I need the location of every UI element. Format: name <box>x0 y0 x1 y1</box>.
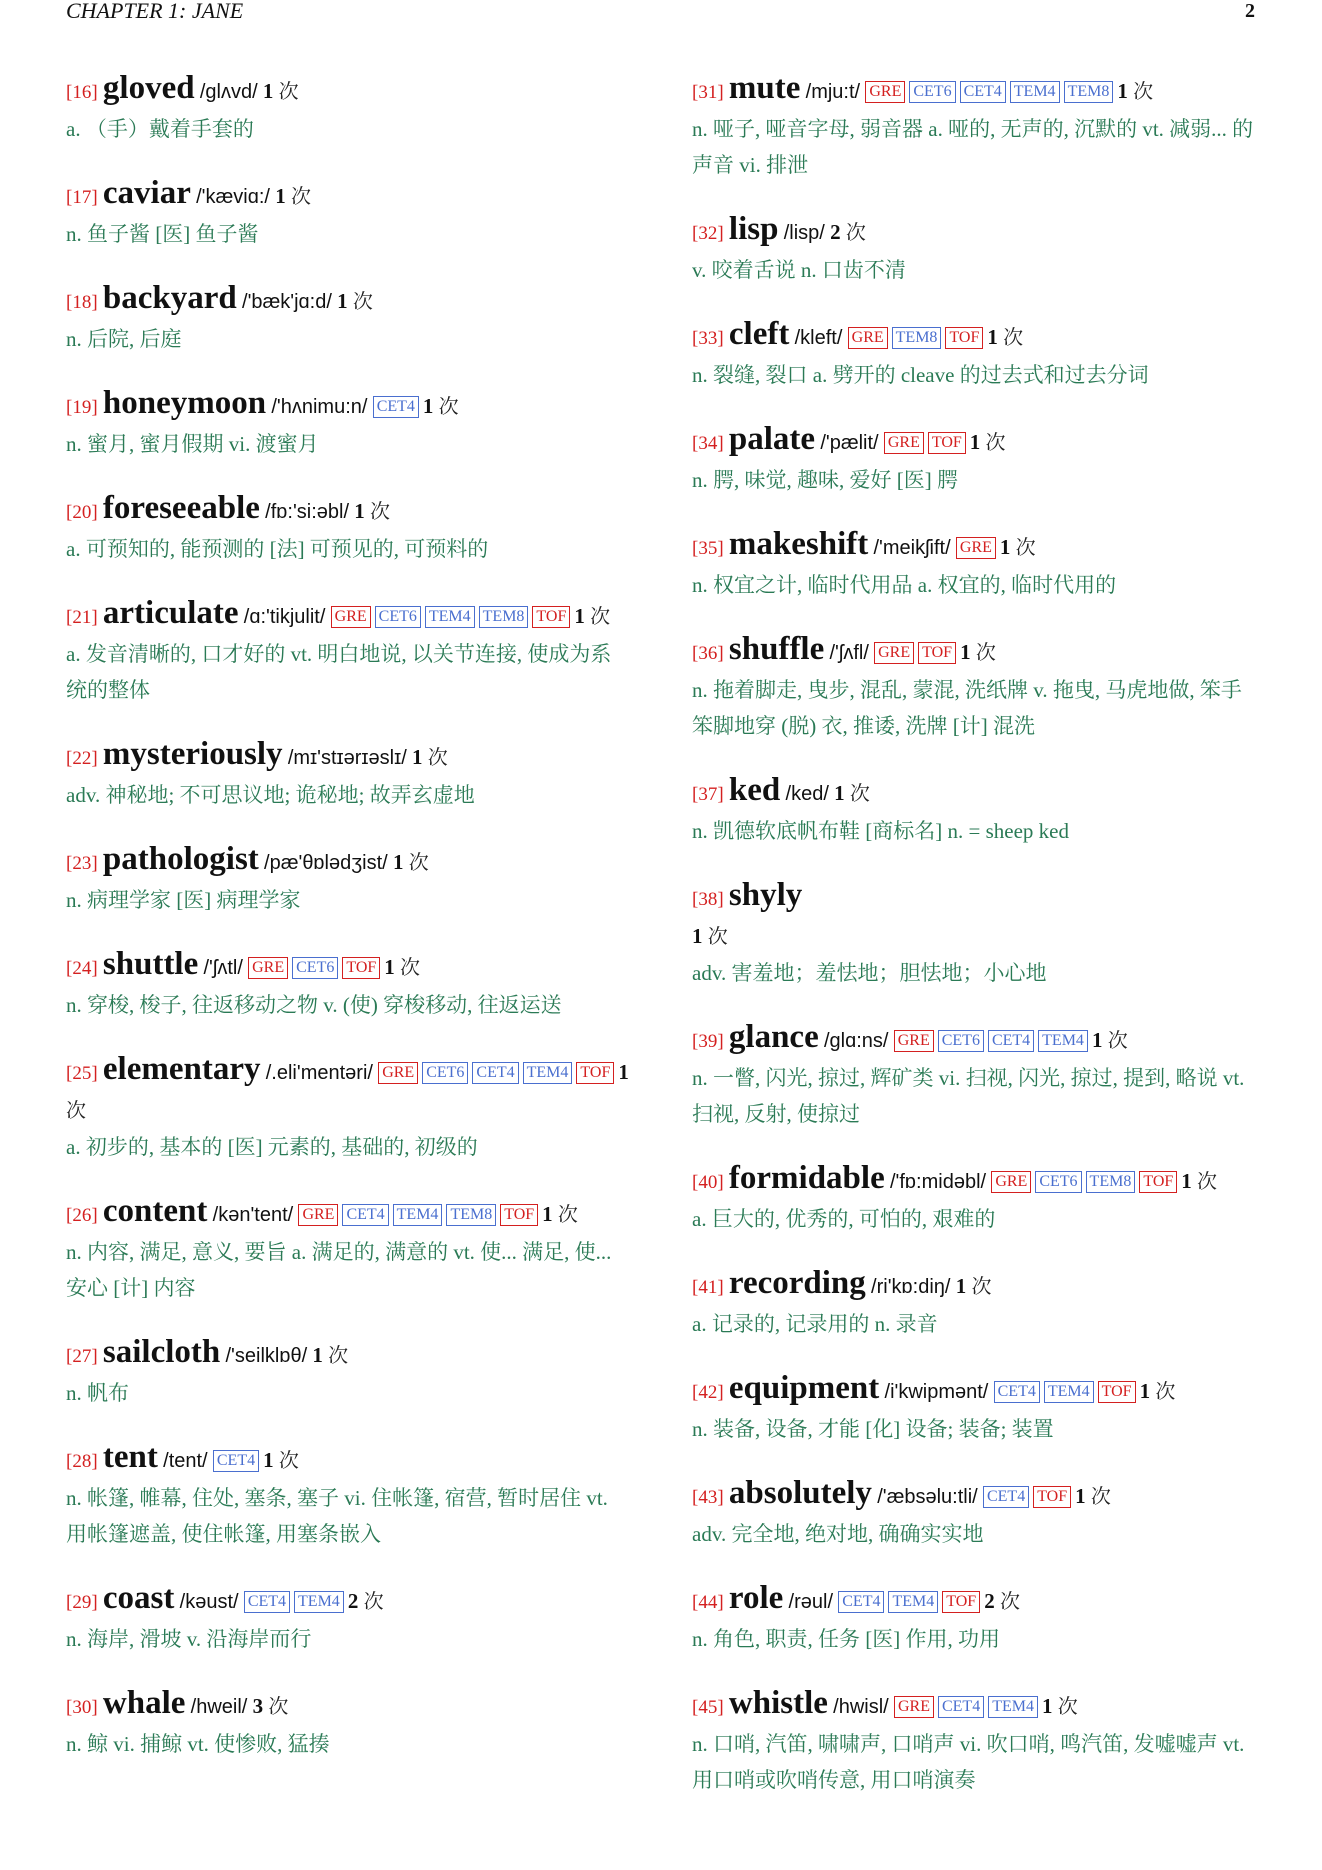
headword: makeshift <box>728 526 869 562</box>
occurrence-count: 1 <box>999 535 1011 559</box>
phonetic: /mju:t/ <box>805 81 861 103</box>
headword: pathologist <box>102 841 259 877</box>
phonetic: /hweil/ <box>190 1696 248 1718</box>
count-unit: 次 <box>278 1450 299 1472</box>
entry-number: [16] <box>66 82 98 103</box>
exam-tag-cet4: CET4 <box>988 1030 1034 1052</box>
definition: a. 可预知的, 能预测的 [法] 可预见的, 可预料的 <box>66 537 489 561</box>
occurrence-count: 1 <box>263 1448 274 1472</box>
entry-headline <box>692 1580 1258 1621</box>
phonetic: /rəul/ <box>788 1591 833 1613</box>
occurrence-count: 2 <box>830 220 841 244</box>
phonetic: /'meikʃift/ <box>873 537 951 559</box>
phonetic: /i'kwipmənt/ <box>884 1381 989 1403</box>
definition: a. 记录的, 记录用的 n. 录音 <box>692 1312 938 1336</box>
headword: formidable <box>728 1160 885 1196</box>
exam-tag-cet6: CET6 <box>909 81 955 103</box>
phonetic: /kleft/ <box>794 327 843 349</box>
definition: n. 哑子, 哑音字母, 弱音器 a. 哑的, 无声的, 沉默的 vt. 减弱... 的声音 vi. 排泄 <box>692 117 1254 177</box>
definition: n. 腭, 味觉, 趣味, 爱好 [医] 腭 <box>692 468 958 492</box>
definition: v. 咬着舌说 n. 口齿不清 <box>692 258 906 282</box>
exam-tag-cet6: CET6 <box>292 957 338 979</box>
phonetic: /kən'tent/ <box>212 1204 294 1226</box>
entry-number: [38] <box>692 889 724 910</box>
exam-tag-tem4: TEM4 <box>1010 81 1060 103</box>
phonetic: /mɪ'stɪərɪəslɪ/ <box>287 747 407 769</box>
exam-tag-tem4: TEM4 <box>393 1204 443 1226</box>
count-unit: 次 <box>1133 81 1154 103</box>
headword: coast <box>102 1580 175 1616</box>
definition: n. 内容, 满足, 意义, 要旨 a. 满足的, 满意的 vt. 使... 满足, 使... 安心 [计] 内容 <box>66 1240 612 1300</box>
entry-number: [20] <box>66 502 98 523</box>
entry-number: [43] <box>692 1487 724 1508</box>
headword: equipment <box>728 1370 880 1406</box>
definition: n. 角色, 职责, 任务 [医] 作用, 功用 <box>692 1627 1000 1651</box>
exam-tag-cet4: CET4 <box>938 1696 984 1718</box>
exam-tag-tof: TOF <box>942 1591 980 1613</box>
headword: shyly <box>728 877 803 913</box>
entry-headline <box>66 385 632 426</box>
occurrence-count: 2 <box>347 1589 359 1613</box>
phonetic: /.eli'mentəri/ <box>265 1062 373 1084</box>
exam-tag-tem8: TEM8 <box>479 606 529 628</box>
exam-tag-tof: TOF <box>576 1062 614 1084</box>
occurrence-count: 1 <box>692 924 703 948</box>
exam-tag-tem4: TEM4 <box>1038 1030 1088 1052</box>
entry-headline <box>66 1439 632 1480</box>
entry-number: [24] <box>66 958 98 979</box>
occurrence-count: 3 <box>252 1694 264 1718</box>
phonetic: /ri'kɒ:diŋ/ <box>871 1276 951 1298</box>
count-unit: 次 <box>352 291 373 313</box>
entry-number: [41] <box>692 1277 724 1298</box>
definition: n. 海岸, 滑坡 v. 沿海岸而行 <box>66 1627 312 1651</box>
headword: role <box>728 1580 784 1616</box>
headword: cleft <box>728 316 790 352</box>
exam-tag-gre: GRE <box>874 642 914 664</box>
vocab-entry <box>692 1265 1258 1342</box>
exam-tag-cet6: CET6 <box>375 606 421 628</box>
vocab-entry <box>66 595 632 708</box>
entry-number: [37] <box>692 784 724 805</box>
exam-tag-cet6: CET6 <box>1035 1171 1081 1193</box>
count-unit: 次 <box>849 783 870 805</box>
entry-headline <box>66 280 632 321</box>
entry-number: [35] <box>692 538 724 559</box>
headword: mysteriously <box>102 736 283 772</box>
entry-headline <box>692 1019 1258 1060</box>
occurrence-count: 1 <box>1041 1694 1053 1718</box>
occurrence-count: 2 <box>984 1589 995 1613</box>
occurrence-count: 1 <box>618 1060 629 1084</box>
entry-number: [44] <box>692 1592 724 1613</box>
headword: elementary <box>102 1051 261 1087</box>
exam-tag-gre: GRE <box>331 606 371 628</box>
phonetic: /ked/ <box>785 783 829 805</box>
entry-number: [19] <box>66 397 98 418</box>
exam-tag-tem8: TEM8 <box>892 327 942 349</box>
exam-tag-gre: GRE <box>991 1171 1031 1193</box>
vocab-entry <box>692 1019 1258 1132</box>
entry-headline <box>66 736 632 777</box>
entry-headline <box>66 1193 632 1234</box>
count-unit: 次 <box>1197 1171 1218 1193</box>
headword: lisp <box>728 211 779 247</box>
entry-headline <box>692 421 1258 462</box>
vocab-entry <box>692 211 1258 288</box>
vocab-entry <box>66 1685 632 1762</box>
exam-tag-cet4: CET4 <box>244 1591 290 1613</box>
exam-tag-tem8: TEM8 <box>446 1204 496 1226</box>
definition: n. 帐篷, 帷幕, 住处, 塞条, 塞子 vi. 住帐篷, 宿营, 暂时居住 vt. 用帐篷遮盖, 使住帐篷, 用塞条嵌入 <box>66 1486 608 1546</box>
phonetic: /fɒ:'si:əbl/ <box>265 501 350 523</box>
count-unit: 次 <box>290 186 311 208</box>
entry-headline <box>66 1334 632 1375</box>
occurrence-count: 1 <box>412 745 423 769</box>
count-unit: 次 <box>268 1696 289 1718</box>
count-unit: 次 <box>363 1591 384 1613</box>
occurrence-count: 1 <box>1117 79 1128 103</box>
definition: n. 后院, 后庭 <box>66 327 182 351</box>
page-number: 2 <box>1245 0 1255 22</box>
entry-number: [18] <box>66 292 98 313</box>
definition: n. 裂缝, 裂口 a. 劈开的 cleave 的过去式和过去分词 <box>692 363 1149 387</box>
count-unit: 次 <box>985 432 1006 454</box>
exam-tag-tem4: TEM4 <box>294 1591 344 1613</box>
exam-tag-gre: GRE <box>298 1204 338 1226</box>
occurrence-count: 1 <box>834 781 845 805</box>
count-unit: 次 <box>971 1276 992 1298</box>
count-unit: 次 <box>278 81 299 103</box>
vocab-entry <box>66 1193 632 1306</box>
exam-tag-tof: TOF <box>1139 1171 1177 1193</box>
definition: n. 凯德软底帆布鞋 [商标名] n. = sheep ked <box>692 819 1069 843</box>
headword: content <box>102 1193 208 1229</box>
exam-tag-gre: GRE <box>248 957 288 979</box>
exam-tag-gre: GRE <box>956 537 996 559</box>
entry-headline <box>692 1685 1258 1726</box>
count-unit: 次 <box>438 396 459 418</box>
headword: backyard <box>102 280 237 316</box>
definition: n. 鲸 vi. 捕鲸 vt. 使惨败, 猛揍 <box>66 1732 330 1756</box>
exam-tag-cet4: CET4 <box>342 1204 388 1226</box>
vocab-entry <box>66 1051 632 1165</box>
occurrence-count: 1 <box>1075 1484 1086 1508</box>
exam-tag-tem4: TEM4 <box>1044 1381 1094 1403</box>
exam-tag-tem8: TEM8 <box>1064 81 1114 103</box>
count-unit: 次 <box>400 957 421 979</box>
phonetic: /'pælit/ <box>820 432 879 454</box>
definition: adv. 害羞地；羞怯地；胆怯地；小心地 <box>692 961 1047 985</box>
count-unit: 次 <box>707 926 728 948</box>
definition: n. 权宜之计, 临时代用品 a. 权宜的, 临时代用的 <box>692 573 1117 597</box>
occurrence-count: 1 <box>262 79 274 103</box>
count-unit: 次 <box>845 222 866 244</box>
entry-headline <box>66 841 632 882</box>
headword: tent <box>102 1439 158 1475</box>
exam-tag-tof: TOF <box>945 327 983 349</box>
occurrence-count: 1 <box>987 325 998 349</box>
headword: caviar <box>102 175 191 211</box>
headword: palate <box>728 421 816 457</box>
headword: articulate <box>102 595 239 631</box>
count-unit: 次 <box>1057 1696 1078 1718</box>
entry-number: [34] <box>692 433 724 454</box>
occurrence-count: 1 <box>392 850 404 874</box>
phonetic: /hwisl/ <box>833 1696 889 1718</box>
exam-tag-tem8: TEM8 <box>1086 1171 1136 1193</box>
exam-tag-cet4: CET4 <box>960 81 1006 103</box>
occurrence-count: 1 <box>312 1343 323 1367</box>
occurrence-count: 1 <box>422 394 434 418</box>
phonetic: /glɑ:ns/ <box>823 1030 889 1052</box>
entry-headline <box>66 175 632 216</box>
count-unit: 次 <box>408 852 429 874</box>
exam-tag-tof: TOF <box>342 957 380 979</box>
exam-tag-gre: GRE <box>894 1696 934 1718</box>
exam-tag-cet4: CET4 <box>472 1062 518 1084</box>
occurrence-count: 1 <box>542 1202 553 1226</box>
occurrence-count: 1 <box>969 430 981 454</box>
vocab-entry <box>692 70 1258 183</box>
exam-tag-cet4: CET4 <box>983 1486 1029 1508</box>
definition: n. 病理学家 [医] 病理学家 <box>66 888 301 912</box>
exam-tag-tem4: TEM4 <box>425 606 475 628</box>
vocab-entry <box>692 877 1258 991</box>
phonetic: /pæ'θɒlədʒist/ <box>264 852 388 874</box>
entry-number: [28] <box>66 1451 98 1472</box>
right-column <box>692 70 1258 1826</box>
entry-headline <box>66 1685 632 1726</box>
entry-number: [40] <box>692 1172 724 1193</box>
entry-number: [22] <box>66 748 98 769</box>
exam-tag-tof: TOF <box>500 1204 538 1226</box>
vocab-entry <box>692 421 1258 498</box>
headword: gloved <box>102 70 195 106</box>
count-unit: 次 <box>1155 1381 1176 1403</box>
phonetic: /'æbsəlu:tli/ <box>877 1486 978 1508</box>
headword: recording <box>728 1265 866 1301</box>
entry-number: [29] <box>66 1592 98 1613</box>
occurrence-count: 1 <box>1181 1169 1192 1193</box>
exam-tag-gre: GRE <box>884 432 924 454</box>
vocab-entry <box>66 946 632 1023</box>
definition: n. 拖着脚走, 曳步, 混乱, 蒙混, 洗纸牌 v. 拖曳, 马虎地做, 笨手笨脚地穿 (脱) 衣, 推诿, 洗牌 [计] 混洗 <box>692 678 1242 738</box>
vocab-entry <box>692 772 1258 849</box>
vocab-entry <box>66 175 632 252</box>
headword: shuttle <box>102 946 199 982</box>
exam-tag-tem4: TEM4 <box>988 1696 1038 1718</box>
entry-headline <box>66 946 632 987</box>
entry-number: [42] <box>692 1382 724 1403</box>
definition: n. 穿梭, 梭子, 往返移动之物 v. (使) 穿梭移动, 往返运送 <box>66 993 562 1017</box>
exam-tag-cet6: CET6 <box>422 1062 468 1084</box>
phonetic: /kəust/ <box>179 1591 239 1613</box>
entry-headline <box>692 877 1258 955</box>
vocab-entry <box>692 1685 1258 1798</box>
vocab-entry <box>692 526 1258 603</box>
entry-number: [32] <box>692 223 724 244</box>
exam-tag-gre: GRE <box>378 1062 418 1084</box>
definition: a. 巨大的, 优秀的, 可怕的, 艰难的 <box>692 1207 996 1231</box>
exam-tag-tof: TOF <box>1033 1486 1071 1508</box>
count-unit: 次 <box>590 606 611 628</box>
vocab-entry <box>692 1580 1258 1657</box>
count-unit: 次 <box>1090 1486 1111 1508</box>
entry-headline <box>692 631 1258 672</box>
definition: a. （手）戴着手套的 <box>66 117 254 141</box>
occurrence-count: 1 <box>960 640 971 664</box>
phonetic: /glʌvd/ <box>199 81 258 103</box>
count-unit: 次 <box>66 1100 86 1122</box>
vocab-entry <box>692 316 1258 393</box>
entry-number: [45] <box>692 1697 724 1718</box>
count-unit: 次 <box>427 747 448 769</box>
occurrence-count: 1 <box>275 184 286 208</box>
left-column <box>66 70 632 1790</box>
vocab-entry <box>66 280 632 357</box>
entry-number: [36] <box>692 643 724 664</box>
entry-headline <box>692 772 1258 813</box>
count-unit: 次 <box>1003 327 1024 349</box>
vocab-entry <box>66 490 632 567</box>
entry-headline <box>692 211 1258 252</box>
occurrence-count: 1 <box>337 289 348 313</box>
count-unit: 次 <box>975 642 996 664</box>
occurrence-count: 1 <box>384 955 395 979</box>
occurrence-count: 1 <box>1091 1028 1103 1052</box>
chapter-header: CHAPTER 1: JANE <box>66 0 244 23</box>
entry-number: [26] <box>66 1205 98 1226</box>
entry-headline <box>692 1475 1258 1516</box>
phonetic: /'ʃʌtl/ <box>203 957 243 979</box>
entry-number: [25] <box>66 1063 98 1084</box>
headword: foreseeable <box>102 490 260 526</box>
headword: whistle <box>728 1685 828 1721</box>
vocab-entry <box>66 841 632 918</box>
entry-number: [23] <box>66 853 98 874</box>
entry-number: [27] <box>66 1346 98 1367</box>
definition: n. 装备, 设备, 才能 [化] 设备; 装备; 装置 <box>692 1417 1054 1441</box>
headword: whale <box>102 1685 186 1721</box>
exam-tag-cet4: CET4 <box>213 1450 259 1472</box>
headword: shuffle <box>728 631 825 667</box>
definition: n. 一瞥, 闪光, 掠过, 辉矿类 vi. 扫视, 闪光, 掠过, 提到, 略说 vt. 扫视, 反射, 使掠过 <box>692 1066 1245 1126</box>
headword: glance <box>728 1019 819 1055</box>
vocab-entry <box>66 70 632 147</box>
exam-tag-gre: GRE <box>894 1030 934 1052</box>
exam-tag-tof: TOF <box>532 606 570 628</box>
exam-tag-cet4: CET4 <box>994 1381 1040 1403</box>
count-unit: 次 <box>557 1204 578 1226</box>
entry-number: [33] <box>692 328 724 349</box>
occurrence-count: 1 <box>574 604 585 628</box>
definition: n. 帆布 <box>66 1381 129 1405</box>
entry-headline <box>692 70 1258 111</box>
exam-tag-gre: GRE <box>865 81 905 103</box>
count-unit: 次 <box>999 1591 1020 1613</box>
exam-tag-tof: TOF <box>918 642 956 664</box>
entry-number: [30] <box>66 1697 98 1718</box>
vocab-entry <box>692 1160 1258 1237</box>
exam-tag-gre: GRE <box>848 327 888 349</box>
phonetic: /'hʌnimu:n/ <box>271 396 368 418</box>
definition: n. 口哨, 汽笛, 啸啸声, 口哨声 vi. 吹口哨, 鸣汽笛, 发嘘嘘声 vt. 用口哨或吹哨传意, 用口哨演奏 <box>692 1732 1245 1792</box>
exam-tag-tem4: TEM4 <box>523 1062 573 1084</box>
phonetic: /'bæk'jɑ:d/ <box>242 291 332 313</box>
phonetic: /'fɒ:midəbl/ <box>889 1171 987 1193</box>
vocab-entry <box>692 631 1258 744</box>
entry-headline <box>66 1051 632 1129</box>
definition: a. 初步的, 基本的 [医] 元素的, 基础的, 初级的 <box>66 1135 478 1159</box>
entry-number: [31] <box>692 82 724 103</box>
exam-tag-tof: TOF <box>928 432 966 454</box>
headword: ked <box>728 772 781 808</box>
entry-headline <box>66 70 632 111</box>
count-unit: 次 <box>328 1345 349 1367</box>
phonetic: /lisp/ <box>783 222 825 244</box>
exam-tag-tof: TOF <box>1098 1381 1136 1403</box>
phonetic: /'ʃʌfl/ <box>829 642 869 664</box>
exam-tag-cet4: CET4 <box>838 1591 884 1613</box>
vocab-entry <box>66 385 632 462</box>
headword: absolutely <box>728 1475 872 1511</box>
definition: adv. 完全地, 绝对地, 确确实实地 <box>692 1522 984 1546</box>
count-unit: 次 <box>1107 1030 1128 1052</box>
phonetic: /tent/ <box>163 1450 208 1472</box>
entry-headline <box>692 316 1258 357</box>
vocab-entry <box>66 1334 632 1411</box>
definition: a. 发音清晰的, 口才好的 vt. 明白地说, 以关节连接, 使成为系统的整体 <box>66 642 612 702</box>
count-unit: 次 <box>370 501 391 523</box>
occurrence-count: 1 <box>1139 1379 1151 1403</box>
entry-headline <box>692 526 1258 567</box>
occurrence-count: 1 <box>354 499 365 523</box>
definition: n. 鱼子酱 [医] 鱼子酱 <box>66 222 259 246</box>
exam-tag-cet6: CET6 <box>938 1030 984 1052</box>
phonetic: /ɑ:'tikjulit/ <box>243 606 326 628</box>
entry-headline <box>692 1370 1258 1411</box>
entry-number: [17] <box>66 187 98 208</box>
phonetic: /'seilklɒθ/ <box>225 1345 308 1367</box>
headword: sailcloth <box>102 1334 221 1370</box>
entry-headline <box>66 595 632 636</box>
vocab-entry <box>66 1439 632 1552</box>
exam-tag-cet4: CET4 <box>373 396 419 418</box>
exam-tag-tem4: TEM4 <box>888 1591 938 1613</box>
vocab-entry <box>692 1370 1258 1447</box>
vocab-entry <box>66 1580 632 1657</box>
headword: mute <box>728 70 801 106</box>
definition: adv. 神秘地; 不可思议地; 诡秘地; 故弄玄虚地 <box>66 783 475 807</box>
entry-number: [39] <box>692 1031 724 1052</box>
count-unit: 次 <box>1015 537 1036 559</box>
entry-headline <box>692 1265 1258 1306</box>
headword: honeymoon <box>102 385 267 421</box>
occurrence-count: 1 <box>955 1274 967 1298</box>
definition: n. 蜜月, 蜜月假期 vi. 渡蜜月 <box>66 432 319 456</box>
phonetic: /'kæviɑ:/ <box>196 186 270 208</box>
entry-headline <box>66 490 632 531</box>
entry-headline <box>66 1580 632 1621</box>
vocab-entry <box>692 1475 1258 1552</box>
entry-headline <box>692 1160 1258 1201</box>
vocab-entry <box>66 736 632 813</box>
entry-number: [21] <box>66 607 98 628</box>
